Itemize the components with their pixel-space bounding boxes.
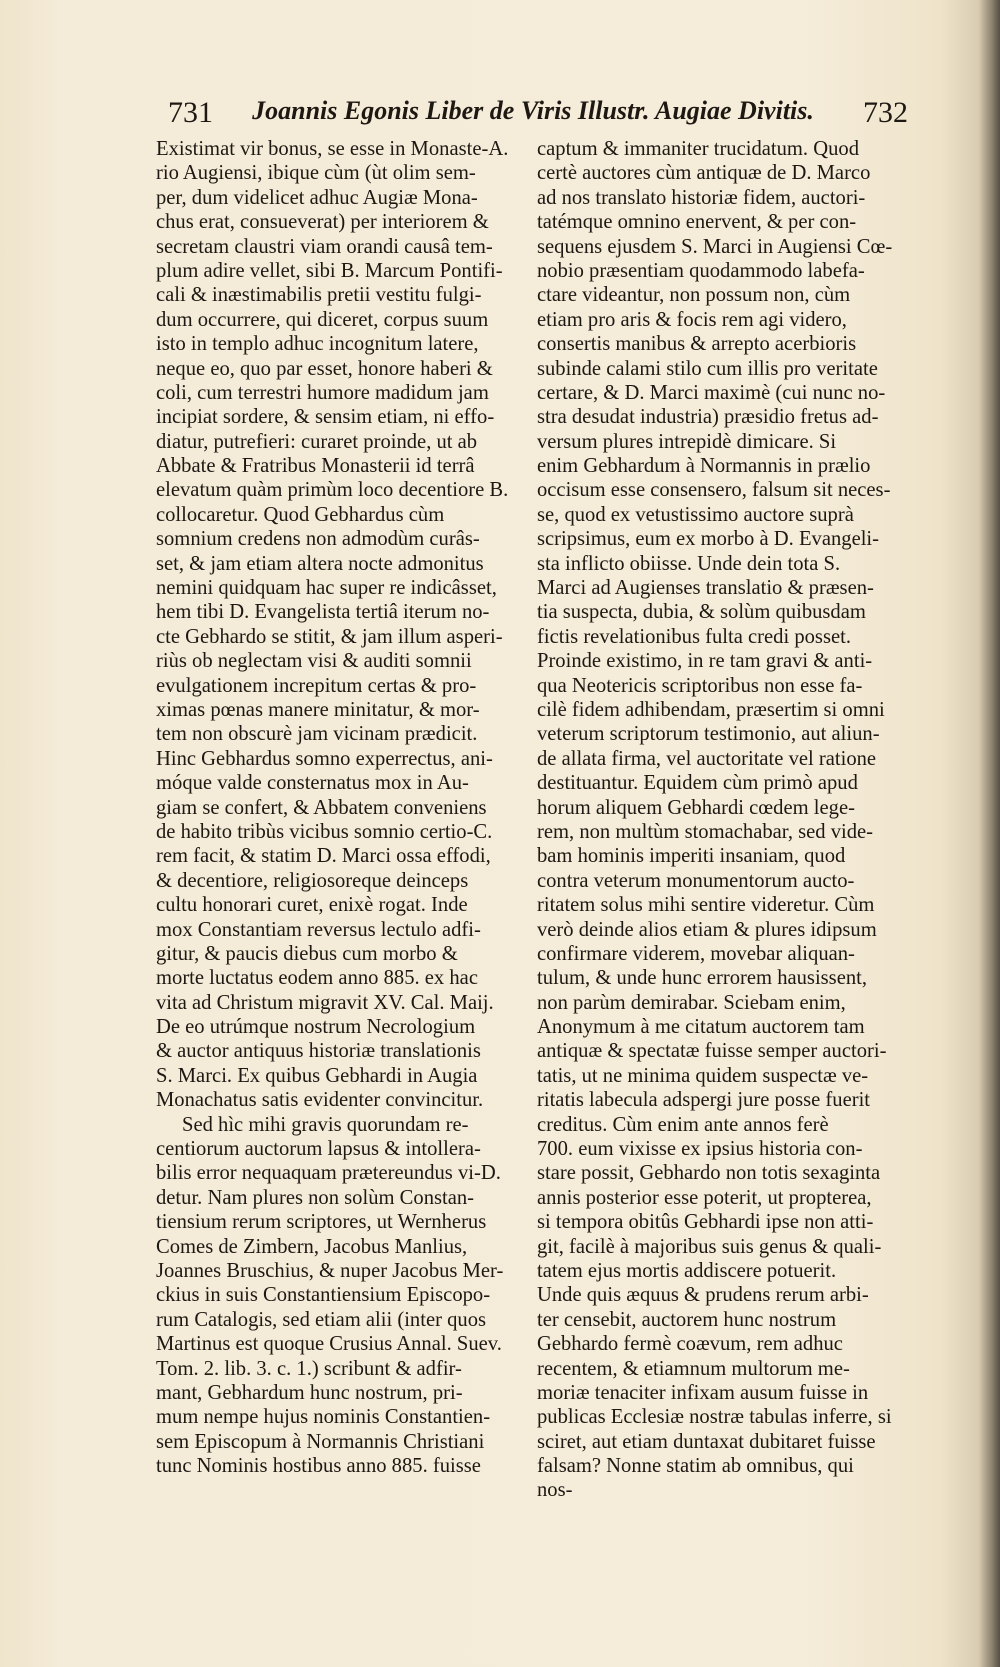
text-line: mant, Gebhardum hunc nostrum, pri- bbox=[156, 1381, 463, 1404]
text-line: Martinus est quoque Crusius Annal. Suev. bbox=[156, 1333, 502, 1356]
text-line: tatem ejus mortis addiscere potuerit. bbox=[537, 1259, 837, 1282]
text-line: evulgationem increpitum certas & pro- bbox=[156, 674, 477, 697]
left-text-column bbox=[156, 137, 541, 1478]
text-line: sta inflicto obiisse. Unde dein tota S. bbox=[537, 552, 841, 575]
text-line: confirmare viderem, movebar aliquan- bbox=[537, 942, 855, 965]
text-line: 700. eum vixisse ex ipsius historia con- bbox=[537, 1138, 863, 1161]
text-line: sciret, aut etiam duntaxat dubitaret fuisse bbox=[537, 1430, 876, 1453]
text-line: Joannes Bruschius, & nuper Jacobus Mer- bbox=[156, 1259, 504, 1282]
text-line: si tempora obitûs Gebhardi ipse non atti- bbox=[537, 1211, 874, 1234]
text-line: coli, cum terrestri humore madidum jam bbox=[156, 381, 489, 404]
text-line: bam hominis imperiti insaniam, quod bbox=[537, 845, 846, 868]
text-line: tiensium rerum scriptores, ut Wernherus bbox=[156, 1211, 487, 1234]
text-line: versum plures intrepidè dimicare. Si bbox=[537, 430, 837, 453]
text-line: Sed hìc mihi gravis quorundam re- bbox=[182, 1113, 469, 1136]
text-line: chus erat, consueverat) per interiorem & bbox=[156, 211, 489, 234]
text-line: cali & inæstimabilis pretii vestitu fulgi- bbox=[156, 284, 482, 307]
text-line: publicas Ecclesiæ nostræ tabulas inferre, si bbox=[537, 1406, 892, 1429]
text-line: Abbate & Fratribus Monasterii id terrâ bbox=[156, 455, 475, 478]
text-line: Proinde existimo, in re tam gravi & anti- bbox=[537, 650, 873, 673]
text-line: móque valde consternatus mox in Au- bbox=[156, 772, 469, 795]
text-line: per, dum videlicet adhuc Augiæ Mona- bbox=[156, 186, 478, 209]
text-line: stare possit, Gebhardo non totis sexaginta bbox=[537, 1162, 881, 1185]
text-line: mox Constantiam reversus lectulo adfi- bbox=[156, 918, 481, 941]
running-title: Joannis Egonis Liber de Viris Illustr. Augiae Divitis. bbox=[252, 96, 814, 125]
text-line: de allata firma, vel auctoritate vel ratione bbox=[537, 747, 877, 770]
text-line: captum & immaniter trucidatum. Quod bbox=[537, 138, 859, 160]
text-line: ximas pœnas manere minitatur, & mor- bbox=[156, 698, 480, 721]
text-line: hem tibi D. Evangelista tertiâ iterum no- bbox=[156, 601, 490, 624]
text-line: Unde quis æquus & prudens rerum arbi- bbox=[537, 1284, 869, 1307]
text-line: antiquæ & spectatæ fuisse semper auctori- bbox=[537, 1040, 887, 1063]
text-line: moriæ tenaciter infixam ausum fuisse in bbox=[537, 1381, 869, 1404]
text-line: stra desudat industria) præsidio fretus ad- bbox=[537, 406, 879, 429]
text-line: plum adire vellet, sibi B. Marcum Pontifi- bbox=[156, 259, 503, 282]
text-line: cultu honorari curet, enixè rogat. Inde bbox=[156, 894, 468, 917]
text-line: gitur, & paucis diebus cum morbo & bbox=[156, 942, 458, 965]
text-line: tulum, & unde hunc errorem hausissent, bbox=[537, 967, 868, 990]
text-line: tunc Nominis hostibus anno 885. fuisse bbox=[156, 1455, 481, 1478]
text-line: & auctor antiquus historiæ translationis bbox=[156, 1040, 481, 1063]
text-line: Monachatus satis evidenter convincitur. bbox=[156, 1089, 484, 1112]
text-line: non parùm demirabar. Sciebam enim, bbox=[537, 991, 846, 1014]
text-line: nobio præsentiam quodammodo labefa- bbox=[537, 259, 865, 282]
text-line: neque eo, quo par esset, honore haberi & bbox=[156, 357, 493, 380]
text-line: isto in templo adhuc incognitum latere, bbox=[156, 333, 479, 356]
text-line: De eo utrúmque nostrum Necrologium bbox=[156, 1016, 476, 1039]
text-line: Anonymum à me citatum auctorem tam bbox=[537, 1016, 865, 1039]
running-header bbox=[168, 96, 908, 136]
text-line: rio Augiensi, ibique cùm (ùt olim sem- bbox=[156, 162, 476, 185]
text-line: recentem, & etiamnum multorum me- bbox=[537, 1357, 850, 1380]
text-line: ter censebit, auctorem hunc nostrum bbox=[537, 1308, 837, 1331]
text-line: ritatis labecula adspergi jure posse fuerit bbox=[537, 1089, 871, 1112]
text-line: fictis revelationibus fulta credi posset. bbox=[537, 625, 851, 648]
text-line: ckius in suis Constantiensium Episcopo- bbox=[156, 1284, 491, 1307]
text-line: vita ad Christum migravit XV. Cal. Maij. bbox=[156, 991, 494, 1014]
text-line: secretam claustri viam orandi causâ tem- bbox=[156, 235, 493, 258]
text-line: verò deinde alios etiam & plures idipsum bbox=[537, 918, 877, 941]
text-line: certè auctores cùm antiquæ de D. Marco bbox=[537, 162, 871, 185]
text-line: tem non obscurè jam vicinam prædicit. bbox=[156, 723, 478, 746]
text-line: riùs ob neglectam visi & auditi somnii bbox=[156, 650, 472, 673]
text-line: centiorum auctorum lapsus & intollera- bbox=[156, 1138, 481, 1161]
text-line: certare, & D. Marci maximè (cui nunc no- bbox=[537, 381, 886, 404]
text-line: scripsimus, eum ex morbo à D. Evangeli- bbox=[537, 528, 880, 551]
text-line: & decentiore, religiosoreque deinceps bbox=[156, 869, 469, 892]
text-line: creditus. Cùm enim ante annos ferè bbox=[537, 1113, 829, 1136]
text-line: nemini quidquam hac super re indicâsset, bbox=[156, 577, 497, 600]
text-line: diatur, putrefieri: curaret proinde, ut ab bbox=[156, 430, 478, 453]
text-line: consertis manibus & arrepto acerbioris bbox=[537, 333, 857, 356]
text-line: sequens ejusdem S. Marci in Augiensi Cœ- bbox=[537, 235, 893, 258]
text-line: falsam? Nonne statim ab omnibus, qui bbox=[537, 1455, 854, 1478]
text-line: Existimat vir bonus, se esse in Monaste-A. bbox=[156, 138, 509, 160]
text-line: Comes de Zimbern, Jacobus Manlius, bbox=[156, 1235, 468, 1258]
text-line: Marci ad Augienses translatio & præsen- bbox=[537, 577, 874, 600]
text-line: incipiat sordere, & sensim etiam, ni effo- bbox=[156, 406, 495, 429]
text-line: giam se confert, & Abbatem conveniens bbox=[156, 796, 487, 819]
text-line: bilis error nequaquam prætereundus vi-D. bbox=[156, 1162, 501, 1185]
text-line: enim Gebhardum à Normannis in prælio bbox=[537, 455, 871, 478]
text-line: set, & jam etiam altera nocte admonitus bbox=[156, 552, 484, 575]
text-line: ad nos translato historiæ fidem, auctori- bbox=[537, 186, 866, 209]
text-line: Hinc Gebhardus somno experrectus, ani- bbox=[156, 747, 493, 770]
text-line: Tom. 2. lib. 3. c. 1.) scribunt & adfir- bbox=[156, 1357, 462, 1380]
page-number-left: 731 bbox=[168, 96, 213, 129]
text-line: rem facit, & statim D. Marci ossa effodi, bbox=[156, 845, 491, 868]
text-line: tatis, ut ne minima quidem suspectæ ve- bbox=[537, 1064, 869, 1087]
text-line: ctare videantur, non possum non, cùm bbox=[537, 284, 851, 307]
text-line: Gebhardo fermè coævum, rem adhuc bbox=[537, 1333, 843, 1356]
text-line: destituantur. Equidem cùm primò apud bbox=[537, 772, 858, 795]
text-line: rem, non multùm stomachabar, sed vide- bbox=[537, 820, 874, 843]
text-line: etiam pro aris & focis rem agi videro, bbox=[537, 308, 847, 331]
text-line: S. Marci. Ex quibus Gebhardi in Augia bbox=[156, 1064, 478, 1087]
text-line: cilè fidem adhibendam, præsertim si omni bbox=[537, 698, 885, 721]
text-line: morte luctatus eodem anno 885. ex hac bbox=[156, 967, 478, 990]
text-line: de habito tribùs vicibus somnio certio-C. bbox=[156, 820, 493, 843]
text-line: qua Neotericis scriptoribus non esse fa- bbox=[537, 674, 863, 697]
text-line: detur. Nam plures non solùm Constan- bbox=[156, 1186, 475, 1209]
text-line: elevatum quàm primùm loco decentiore B. bbox=[156, 479, 509, 502]
text-line: horum aliquem Gebhardi cœdem lege- bbox=[537, 796, 855, 819]
text-line: nos- bbox=[537, 1479, 573, 1502]
text-line: somnium credens non admodùm curâs- bbox=[156, 528, 480, 551]
text-line: ritatem solus mihi sentire videretur. Cùm bbox=[537, 894, 875, 917]
text-line: dum occurrere, qui diceret, corpus suum bbox=[156, 308, 489, 331]
text-line: annis posterior esse poterit, ut propterea, bbox=[537, 1186, 872, 1209]
text-line: contra veterum monumentorum aucto- bbox=[537, 869, 855, 892]
text-line: tia suspecta, dubia, & solùm quibusdam bbox=[537, 601, 866, 624]
text-line: occisum esse consensero, falsum sit neces- bbox=[537, 479, 891, 502]
text-line: mum nempe hujus nominis Constantien- bbox=[156, 1406, 491, 1429]
book-binding-shadow bbox=[978, 0, 1000, 1667]
text-line: cte Gebhardo se stitit, & jam illum asperi- bbox=[156, 625, 503, 648]
text-line: sem Episcopum à Normannis Christiani bbox=[156, 1430, 485, 1453]
page-number-right: 732 bbox=[863, 96, 908, 129]
text-line: subinde calami stilo cum illis pro veritate bbox=[537, 357, 878, 380]
text-line: git, facilè à majoribus suis genus & quali- bbox=[537, 1235, 882, 1258]
text-line: tatémque omnino enervent, & per con- bbox=[537, 211, 857, 234]
text-line: collocaretur. Quod Gebhardus cùm bbox=[156, 503, 445, 526]
right-text-column bbox=[537, 137, 922, 1503]
text-line: rum Catalogis, sed etiam alii (inter quos bbox=[156, 1308, 487, 1331]
text-line: se, quod ex vetustissimo auctore suprà bbox=[537, 503, 854, 526]
text-line: veterum scriptorum testimonio, aut aliun- bbox=[537, 723, 880, 746]
